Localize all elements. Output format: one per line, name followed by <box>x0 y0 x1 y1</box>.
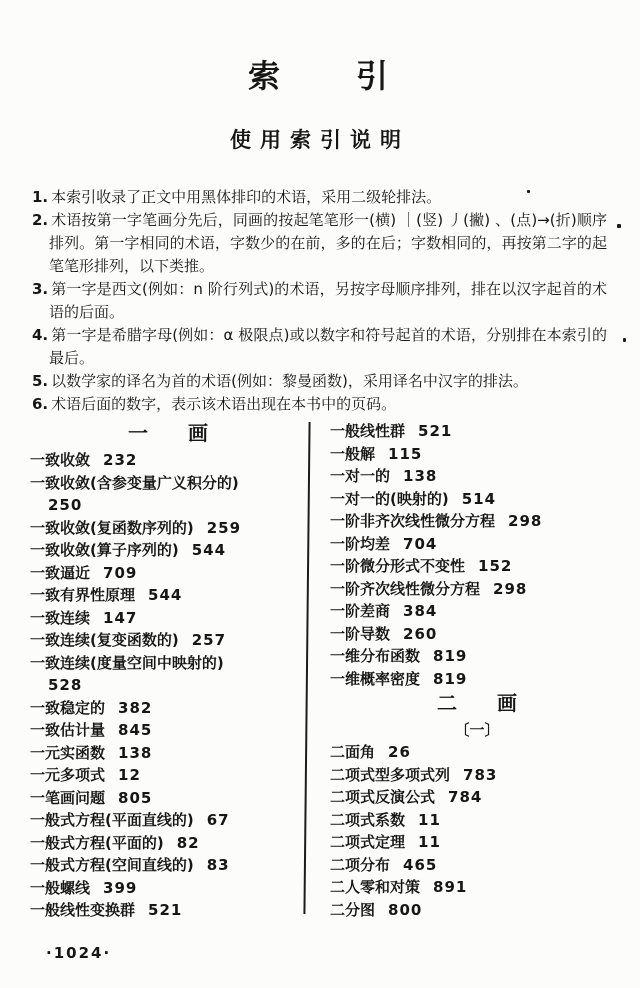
index-page-number: 514 <box>461 489 497 508</box>
index-entry <box>30 539 306 562</box>
index-page-number: 805 <box>118 788 153 807</box>
index-page-number: 521 <box>418 422 453 440</box>
index-entry <box>330 876 624 899</box>
scan-speck <box>617 224 621 228</box>
page-subtitle: 使用索引说明 <box>230 128 410 152</box>
index-entry <box>330 764 624 787</box>
index-entry <box>30 562 306 585</box>
index-page-number: 819 <box>433 669 468 688</box>
index-page-number: 138 <box>118 743 153 762</box>
stroke-group-heading-one: 一 画 <box>128 421 208 445</box>
index-page-number: 83 <box>206 856 230 874</box>
index-entry <box>330 668 624 691</box>
index-entry <box>30 652 306 697</box>
index-entry <box>330 899 624 922</box>
index-page-number: 845 <box>118 721 153 739</box>
index-page-number: 152 <box>478 557 513 575</box>
instruction-number: 4. <box>32 326 49 344</box>
index-term: 一致稳定的 <box>30 698 106 717</box>
index-entry <box>30 517 306 540</box>
index-entry <box>330 786 624 809</box>
index-page-number: 115 <box>388 444 423 463</box>
index-page-number: 704 <box>403 534 438 553</box>
index-column-right <box>314 420 624 922</box>
index-term: 一致有界性原理 <box>30 586 136 604</box>
index-term: 一致收敛(含参变量广义积分的) <box>30 473 239 492</box>
index-entries-right-bottom <box>330 741 624 921</box>
index-entry <box>330 623 624 646</box>
scan-speck <box>527 190 530 193</box>
index-column-left <box>30 420 306 922</box>
index-term: 一致收敛(复函数序列的) <box>30 518 194 537</box>
index-page-number: 257 <box>191 631 227 649</box>
index-page-number: 26 <box>388 743 411 761</box>
index-term: 一致连续 <box>30 608 91 627</box>
index-page-number: 260 <box>403 624 438 643</box>
instruction-text: 以数学家的译名为首的术语(例如：黎曼函数)，采用译名中汉字的排法。 <box>51 372 528 390</box>
index-page-number: 800 <box>388 900 423 919</box>
index-page-number: 465 <box>403 855 438 874</box>
index-term: 一般式方程(平面的) <box>30 833 164 852</box>
page-number: ·1024· <box>46 944 112 962</box>
index-entry <box>330 465 624 488</box>
index-entry <box>30 584 306 607</box>
index-page-number: 382 <box>118 698 153 717</box>
index-term: 二项式反演公式 <box>330 788 436 806</box>
index-term: 一致估计量 <box>30 721 106 739</box>
index-page-number: 709 <box>103 563 138 582</box>
index-term: 一维分布函数 <box>330 647 421 665</box>
index-term: 一元实函数 <box>30 743 106 762</box>
index-entry <box>330 645 624 668</box>
scan-speck <box>623 338 626 342</box>
index-entry <box>30 697 306 720</box>
index-page-number: 259 <box>206 518 242 537</box>
index-entry <box>330 420 624 443</box>
index-term: 一对一的(映射的) <box>330 489 449 508</box>
index-term: 一致连续(度量空间中映射的) <box>30 653 224 672</box>
index-entry <box>330 600 624 623</box>
index-term: 一元多项式 <box>30 766 106 784</box>
index-term: 一致逼近 <box>30 563 91 582</box>
index-page-number: 11 <box>418 810 441 829</box>
index-page-number: 521 <box>148 901 183 919</box>
index-entry <box>30 877 306 900</box>
index-term: 一阶微分形式不变性 <box>330 557 466 575</box>
index-term: 二项式定理 <box>330 833 406 851</box>
index-entry <box>330 854 624 877</box>
index-entry <box>30 854 306 877</box>
index-page-number: 784 <box>448 788 483 806</box>
index-page-number: 138 <box>403 467 438 485</box>
index-page-number: 250 <box>48 496 83 514</box>
usage-instructions <box>32 186 607 416</box>
instruction-number: 5. <box>32 372 49 390</box>
index-page-number: 783 <box>463 765 498 784</box>
index-term: 一笔画问题 <box>30 788 106 807</box>
instruction-number: 6. <box>32 395 49 413</box>
index-term: 一阶导数 <box>330 624 391 643</box>
index-entry <box>30 607 306 630</box>
index-term: 二人零和对策 <box>330 878 421 896</box>
index-term: 一阶非齐次线性微分方程 <box>330 512 496 530</box>
index-entry <box>30 899 306 922</box>
stroke-group-heading-two: 二 画 <box>437 691 517 715</box>
index-entry <box>330 831 624 854</box>
index-term: 一般解 <box>330 444 376 463</box>
index-entry <box>30 629 306 652</box>
index-term: 一般线性变换群 <box>30 901 136 919</box>
instruction-number: 2. <box>32 211 49 229</box>
index-page-number: 147 <box>103 608 138 627</box>
index-page-number: 544 <box>148 586 183 604</box>
index-page-number: 384 <box>403 602 438 620</box>
index-entry <box>30 809 306 832</box>
index-page-number: 232 <box>103 451 138 469</box>
index-entry <box>30 719 306 742</box>
instruction-item <box>32 393 607 416</box>
index-term: 二分图 <box>330 900 376 919</box>
instruction-text: 本索引收录了正文中用黑体排印的术语，采用二级轮排法。 <box>51 188 442 206</box>
index-page-number: 399 <box>103 878 138 897</box>
index-entries-left <box>30 449 306 922</box>
page-title: 索 引 <box>247 57 392 95</box>
index-section <box>30 420 624 922</box>
index-page-number: 67 <box>206 811 230 829</box>
index-page-number: 544 <box>191 541 227 559</box>
index-page-number: 298 <box>508 512 543 530</box>
instruction-number: 3. <box>32 280 49 298</box>
instruction-item <box>32 324 607 370</box>
index-term: 一致收敛 <box>30 451 91 469</box>
index-page-number: 11 <box>418 833 441 851</box>
index-term: 一般式方程(空间直线的) <box>30 856 194 874</box>
index-entry <box>330 488 624 511</box>
index-entry <box>330 809 624 832</box>
instruction-text: 术语后面的数字，表示该术语出现在本书中的页码。 <box>51 395 397 413</box>
instruction-item <box>32 186 607 209</box>
index-term: 二项式系数 <box>330 810 406 829</box>
index-term: 一般线性群 <box>330 422 406 440</box>
index-entry <box>330 578 624 601</box>
index-entry <box>30 742 306 765</box>
stroke-subgroup-heading: 〔一〕 <box>454 721 500 739</box>
index-term: 一阶差商 <box>330 602 391 620</box>
index-entry <box>30 472 306 517</box>
instruction-item <box>32 278 607 324</box>
index-page-number: 891 <box>433 878 468 896</box>
index-entries-right-top <box>330 420 624 690</box>
index-term: 一致收敛(算子序列的) <box>30 541 179 559</box>
index-page-number: 528 <box>48 676 83 694</box>
index-entry <box>330 510 624 533</box>
index-term: 一致连续(复变函数的) <box>30 631 179 649</box>
instruction-item <box>32 370 607 393</box>
index-entry <box>30 764 306 787</box>
index-term: 一阶均差 <box>330 534 391 553</box>
instruction-text: 第一字是西文(例如：n 阶行列式)的术语，另按字母顺序排列，排在以汉字起首的术语的后面。 <box>49 280 607 321</box>
instruction-text: 术语按第一字笔画分先后，同画的按起笔笔形一(横) ｜(竖) 丿(撇) 、(点)→(折)顺序排列。第一字相同的术语，字数少的在前，多的在后；字数相同的，再按第二字的起笔笔形排列，以下类推。 <box>49 211 607 275</box>
index-term: 二面角 <box>330 743 376 761</box>
index-entry <box>30 449 306 472</box>
index-page-number: 819 <box>433 647 468 665</box>
instruction-item <box>32 209 607 278</box>
index-entry <box>30 832 306 855</box>
index-term: 一对一的 <box>330 467 391 485</box>
index-term: 二项式型多项式列 <box>330 765 451 784</box>
index-entry <box>330 443 624 466</box>
index-term: 一阶齐次线性微分方程 <box>330 579 481 598</box>
index-term: 二项分布 <box>330 855 391 874</box>
index-page-number: 298 <box>493 579 528 598</box>
index-term: 一般式方程(平面直线的) <box>30 811 194 829</box>
index-term: 一维概率密度 <box>330 669 421 688</box>
index-entry <box>330 555 624 578</box>
index-page-number: 12 <box>118 766 141 784</box>
index-entry <box>330 533 624 556</box>
index-entry <box>30 787 306 810</box>
index-entry <box>330 741 624 764</box>
index-page-number: 82 <box>176 833 200 852</box>
instruction-text: 第一字是希腊字母(例如：α 极限点)或以数字和符号起首的术语，分别排在本索引的最后。 <box>49 326 607 367</box>
instruction-number: 1. <box>32 188 49 206</box>
index-term: 一般螺线 <box>30 878 91 897</box>
